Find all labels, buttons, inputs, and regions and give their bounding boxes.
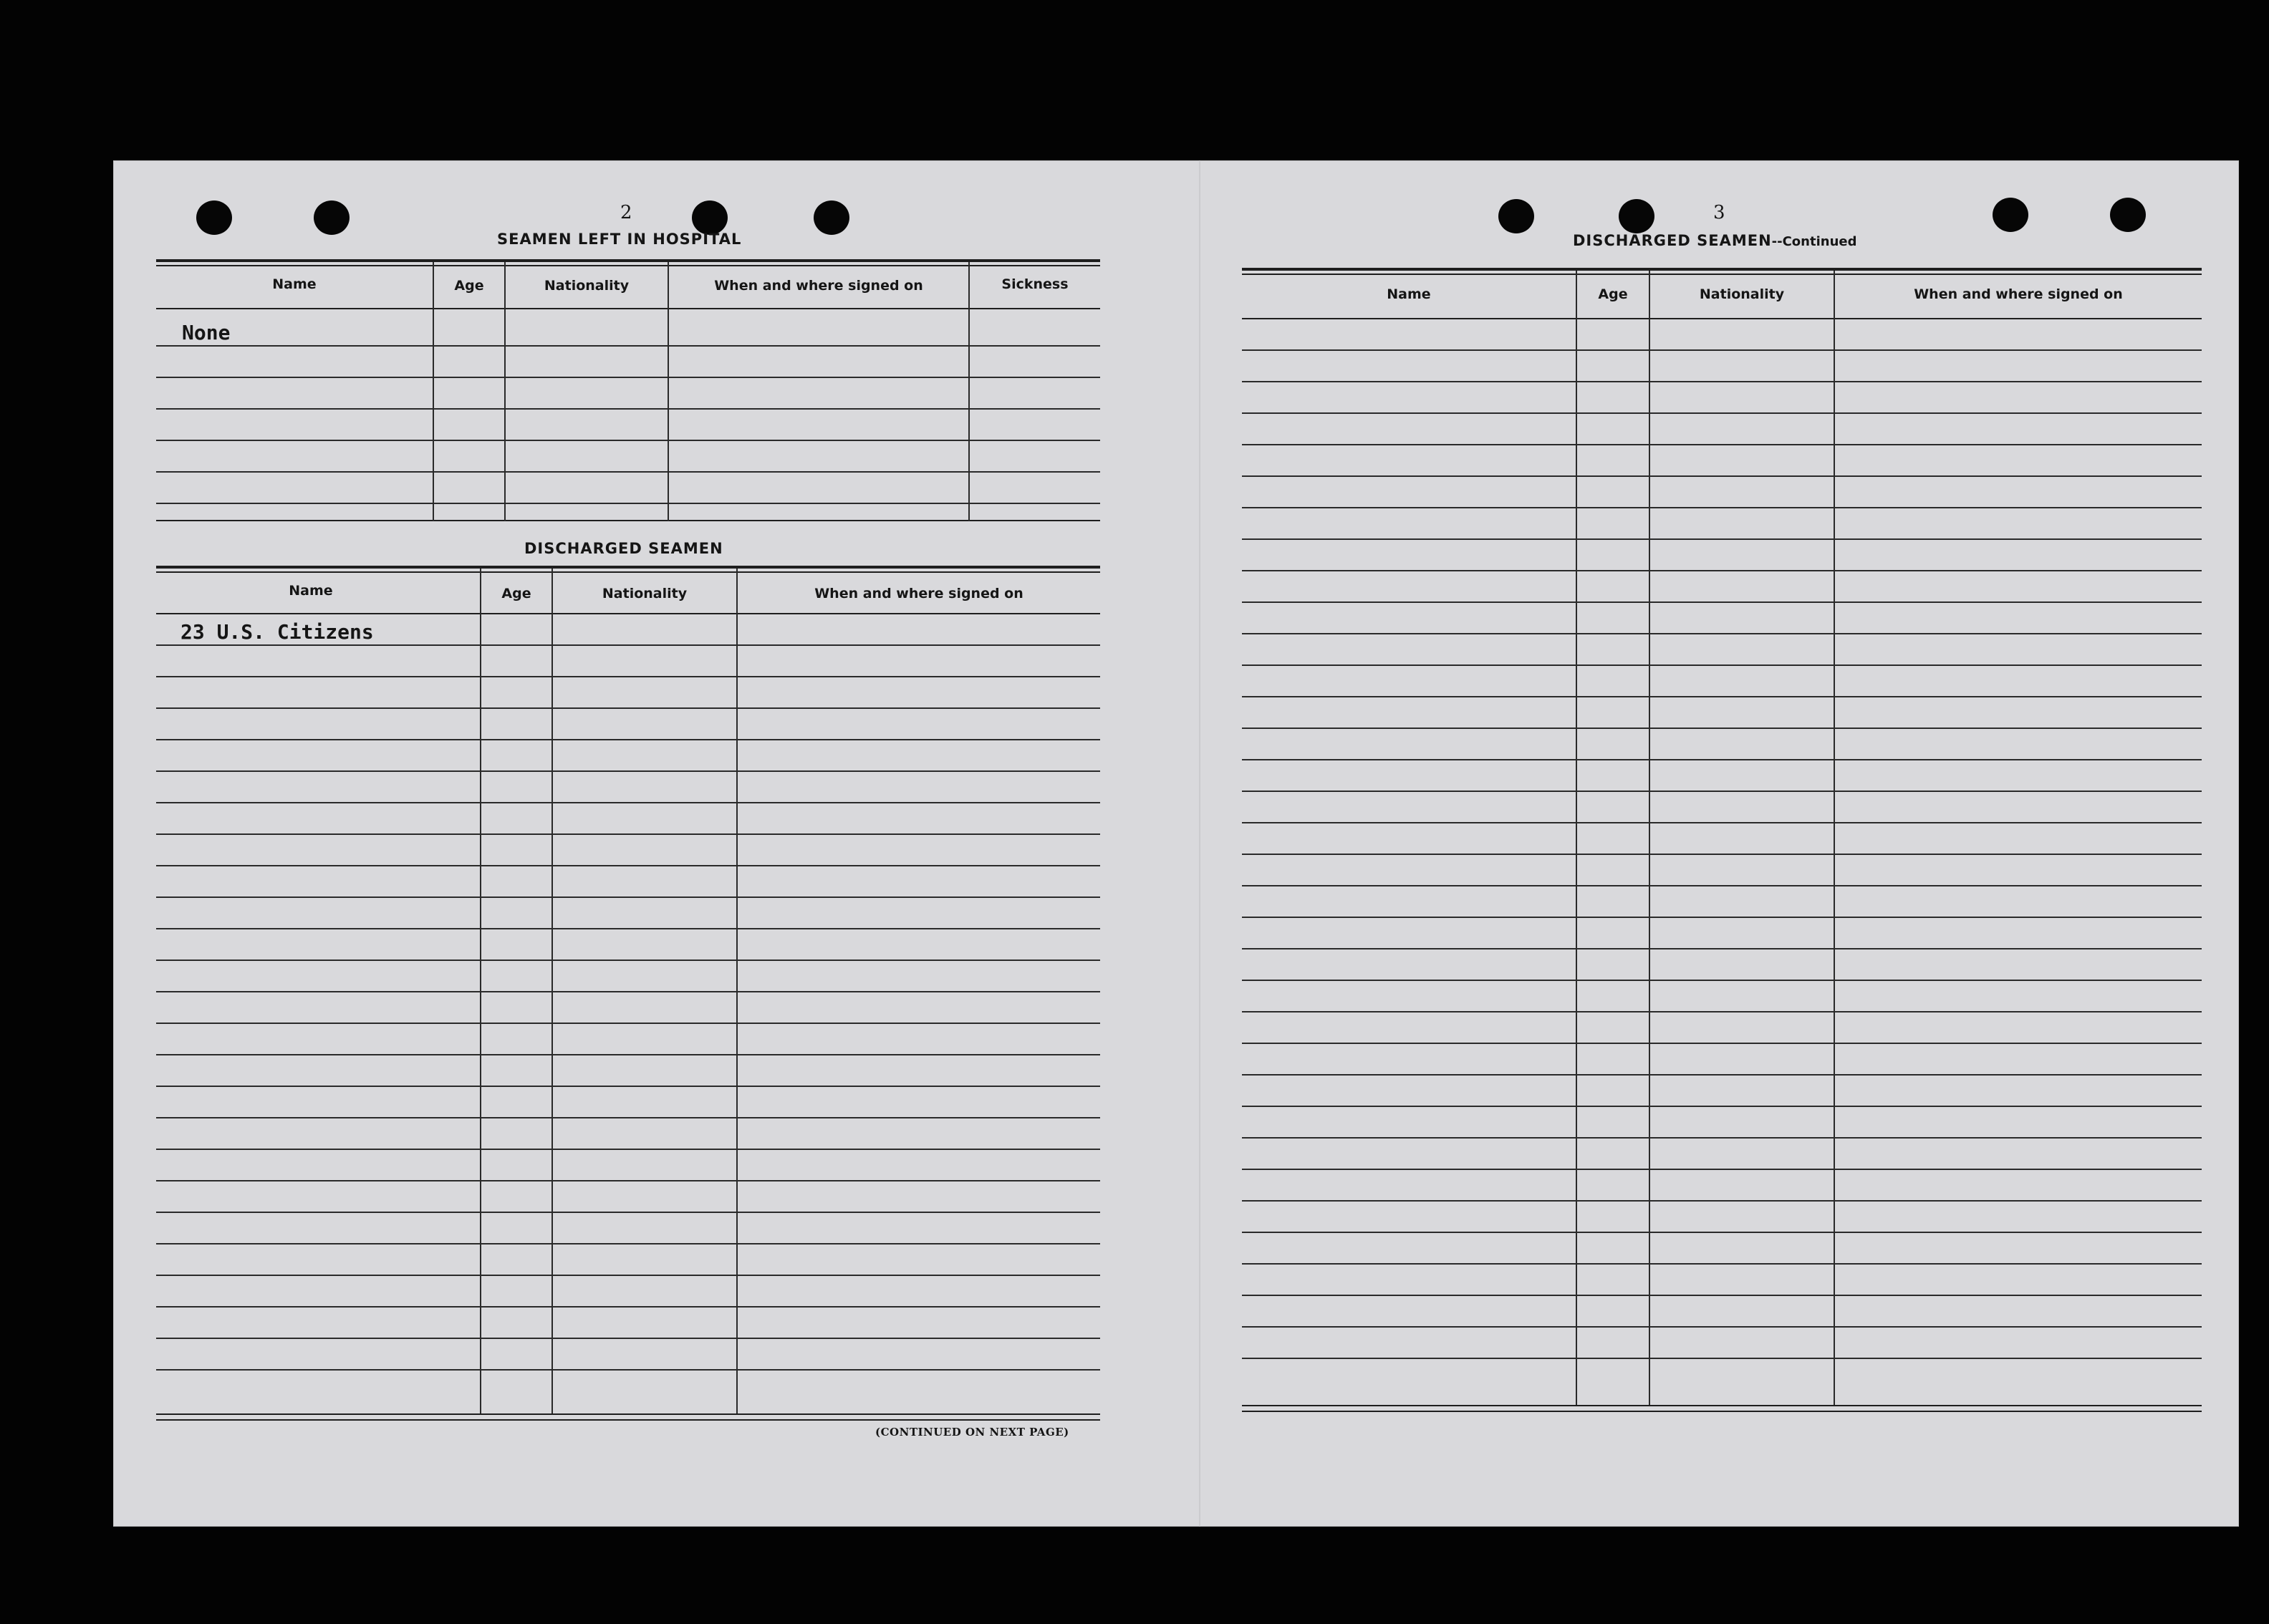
- row-line: [156, 1243, 1100, 1244]
- column-header-name: Name: [289, 583, 333, 599]
- punch-hole: [1498, 199, 1534, 233]
- row-line: [156, 408, 1100, 410]
- discharged-table-left: [156, 566, 1100, 1421]
- row-line: [1242, 1106, 2202, 1107]
- column-divider: [736, 569, 738, 1413]
- table-bottom-rule: [156, 1413, 1100, 1415]
- row-line: [156, 1149, 1100, 1150]
- row-line: [1242, 507, 2202, 508]
- row-line: [1242, 601, 2202, 603]
- row-line: [156, 1275, 1100, 1276]
- row-line: [156, 1054, 1100, 1055]
- row-line: [156, 1180, 1100, 1181]
- row-line: [1242, 381, 2202, 382]
- page-number-right: 3: [1713, 202, 1725, 223]
- row-line: [1242, 412, 2202, 414]
- row-line: [1242, 538, 2202, 540]
- section-title-text: DISCHARGED SEAMEN: [1573, 232, 1772, 249]
- row-line: [156, 1338, 1100, 1339]
- column-divider: [480, 569, 481, 1413]
- column-divider: [968, 262, 970, 521]
- row-line: [1242, 664, 2202, 666]
- row-line: [156, 1369, 1100, 1371]
- row-line: [1242, 1011, 2202, 1012]
- table-top-rule: [156, 566, 1100, 569]
- row-line: [1242, 1137, 2202, 1139]
- column-header-nationality: Nationality: [602, 586, 688, 601]
- table-top-rule: [1242, 268, 2202, 271]
- table-top-rule: [156, 265, 1100, 266]
- row-line: [156, 960, 1100, 961]
- column-divider: [1834, 271, 1835, 1405]
- row-line: [1242, 633, 2202, 634]
- punch-hole: [196, 200, 232, 235]
- section-title-hospital: SEAMEN LEFT IN HOSPITAL: [497, 231, 742, 248]
- row-line: [1242, 791, 2202, 792]
- row-line: [156, 377, 1100, 378]
- row-line: [156, 345, 1100, 347]
- column-header-age: Age: [454, 278, 484, 294]
- section-title-discharged-continued: [1573, 232, 1856, 249]
- punch-hole: [1993, 198, 2028, 232]
- table-bottom-rule: [156, 1419, 1100, 1421]
- column-divider: [551, 569, 553, 1413]
- row-line: [156, 676, 1100, 677]
- row-line: [1242, 1358, 2202, 1359]
- row-line: [156, 644, 1100, 646]
- row-line: [156, 802, 1100, 803]
- row-line: [1242, 570, 2202, 571]
- row-line: [156, 833, 1100, 835]
- row-line: [1242, 885, 2202, 886]
- page-number-left: 2: [620, 202, 632, 223]
- table-top-rule: [156, 571, 1100, 573]
- row-line: [156, 1023, 1100, 1024]
- column-header-sickness: Sickness: [1001, 276, 1069, 292]
- row-line: [156, 1212, 1100, 1213]
- column-divider: [1576, 271, 1577, 1405]
- column-header-age: Age: [501, 586, 531, 601]
- row-line: [1242, 1074, 2202, 1076]
- row-line: [1242, 1169, 2202, 1170]
- row-line: [156, 1117, 1100, 1118]
- column-divider: [504, 262, 506, 521]
- row-line: [156, 440, 1100, 441]
- row-line: [1242, 1295, 2202, 1296]
- row-line: [156, 991, 1100, 992]
- punch-hole: [314, 200, 350, 235]
- header-rule: [156, 308, 1100, 309]
- row-line: [156, 1306, 1100, 1308]
- row-line: [156, 896, 1100, 898]
- column-header-nationality: Nationality: [544, 278, 630, 294]
- section-title-discharged: DISCHARGED SEAMEN: [524, 540, 723, 557]
- column-divider: [433, 262, 434, 521]
- row-line: [1242, 1263, 2202, 1265]
- continued-note: (CONTINUED ON NEXT PAGE): [875, 1426, 1069, 1439]
- hospital-entry-none: None: [182, 321, 231, 344]
- row-line: [1242, 1043, 2202, 1044]
- table-top-rule: [1242, 274, 2202, 275]
- row-line: [1242, 1326, 2202, 1328]
- row-line: [156, 928, 1100, 929]
- row-line: [156, 707, 1100, 709]
- row-line: [1242, 1200, 2202, 1202]
- row-line: [156, 503, 1100, 504]
- table-bottom-rule: [156, 520, 1100, 521]
- table-top-rule: [156, 259, 1100, 262]
- column-header-name: Name: [272, 276, 317, 292]
- column-header-signed-on: When and where signed on: [814, 586, 1023, 601]
- row-line: [156, 770, 1100, 772]
- page-fold: [1199, 160, 1200, 1527]
- column-header-age: Age: [1598, 286, 1628, 302]
- punch-hole: [814, 200, 849, 235]
- row-line: [156, 1086, 1100, 1087]
- discharged-table-right: [1242, 268, 2202, 1418]
- column-header-signed-on: When and where signed on: [1914, 286, 2123, 302]
- punch-hole: [1619, 199, 1654, 233]
- row-line: [1242, 475, 2202, 477]
- column-header-signed-on: When and where signed on: [714, 278, 923, 294]
- header-rule: [156, 613, 1100, 614]
- section-title-suffix: --Continued: [1771, 234, 1857, 249]
- row-line: [1242, 917, 2202, 918]
- header-rule: [1242, 318, 2202, 319]
- row-line: [1242, 728, 2202, 729]
- row-line: [1242, 854, 2202, 855]
- row-line: [1242, 349, 2202, 351]
- row-line: [1242, 948, 2202, 949]
- column-header-nationality: Nationality: [1699, 286, 1785, 302]
- row-line: [1242, 980, 2202, 981]
- discharged-entry: 23 U.S. Citizens: [180, 620, 374, 644]
- punch-hole: [2110, 198, 2146, 232]
- hospital-table: [156, 259, 1100, 523]
- row-line: [1242, 822, 2202, 823]
- row-line: [1242, 444, 2202, 445]
- row-line: [1242, 1232, 2202, 1233]
- table-bottom-rule: [1242, 1405, 2202, 1406]
- punch-hole: [692, 200, 728, 235]
- column-divider: [1649, 271, 1650, 1405]
- column-divider: [668, 262, 669, 521]
- row-line: [1242, 696, 2202, 697]
- row-line: [1242, 759, 2202, 760]
- row-line: [156, 739, 1100, 740]
- row-line: [156, 471, 1100, 473]
- row-line: [156, 865, 1100, 866]
- column-header-name: Name: [1387, 286, 1431, 302]
- table-bottom-rule: [1242, 1411, 2202, 1412]
